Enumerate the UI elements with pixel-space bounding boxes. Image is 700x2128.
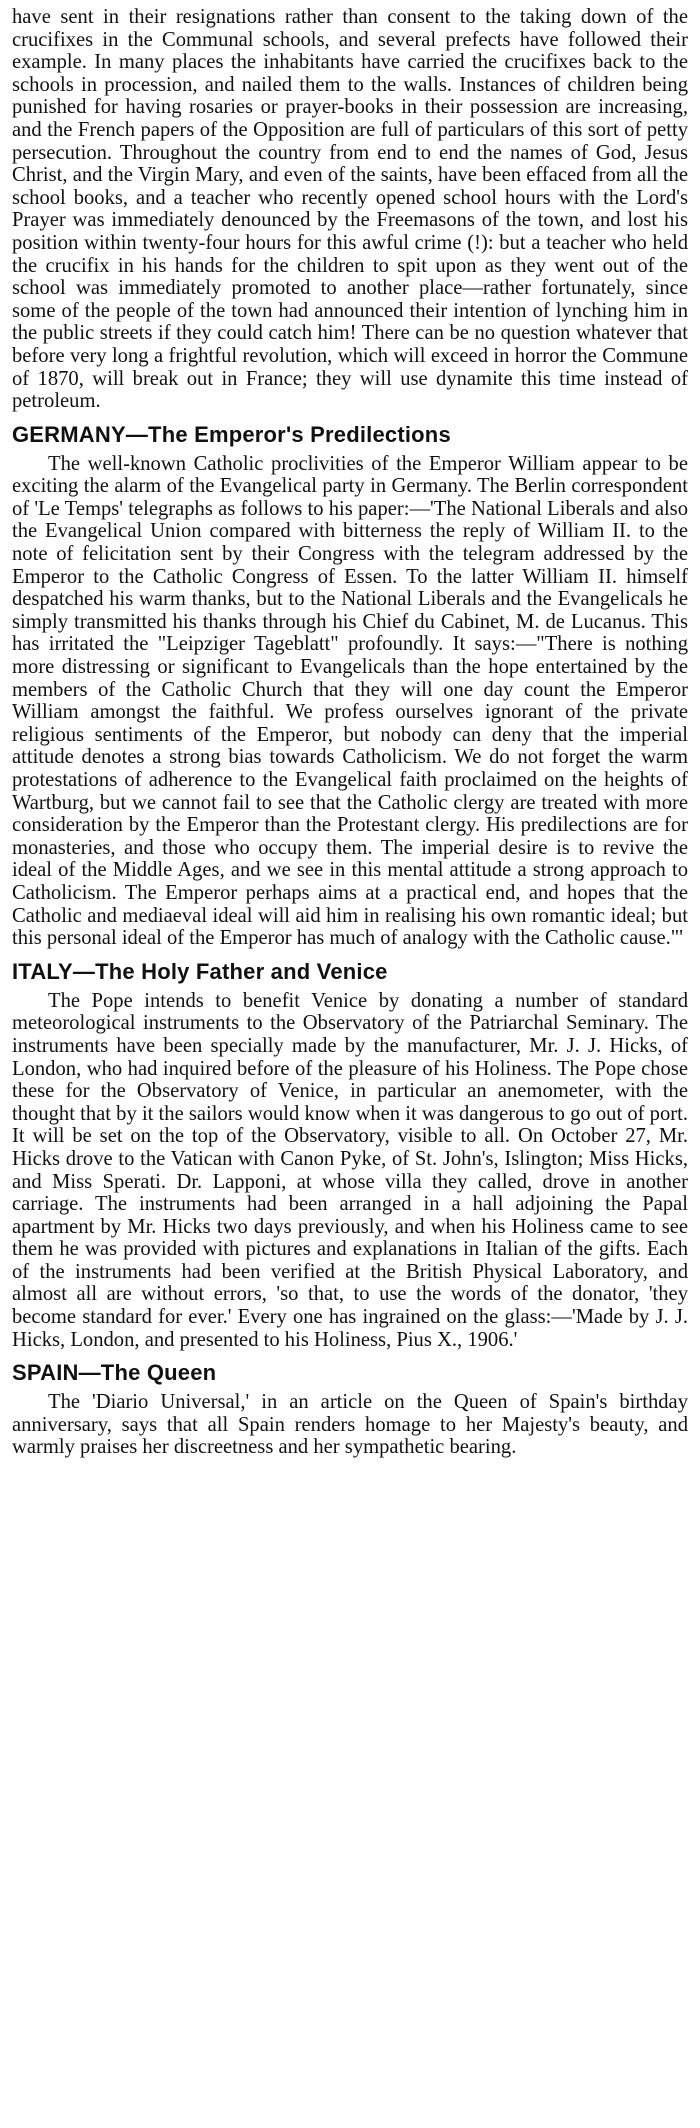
section-heading-germany: GERMANY—The Emperor's Predilections <box>12 421 451 447</box>
france-continuation-section <box>12 6 688 413</box>
article-paragraph: The Pope intends to benefit Venice by donating a number of standard meteorological instruments to the Observatory of the Patriarchal Seminary. The instruments have been specially made by the manufacturer, Mr. J. J. Hicks, of London, who had inquired before of the pleasure of his Holiness. The Pope chose these for the Observatory of Venice, in particular an anemometer, with the thought that by it the sailors would know when it was dangerous to go out of port. It will be set on the top of the Observatory, visible to all. On October 27, Mr. Hicks drove to the Vatican with Canon Pyke, of St. John's, Islington; Miss Hicks, and Miss Sperati. Dr. Lapponi, at whose villa they called, drove in another carriage. The instruments had been arranged in a hall adjoining the Papal apartment by Mr. Hicks two days previously, and when his Holiness came to see them he was provided with pictures and explanations in Italian of the gifts. Each of the instruments had been verified at the British Physical Laboratory, and almost all are without errors, 'so that, to use the words of the donator, 'they become standard for ever.' Every one has ingrained on the glass:—'Made by J. J. Hicks, London, and presented to his Holiness, Pius X., 1906.' <box>12 989 688 1351</box>
germany-section <box>12 423 688 950</box>
article-paragraph: The 'Diario Universal,' in an article on the Queen of Spain's birthday anniversary, says that all Spain renders homage to her Majesty's beauty, and warmly praises her discreetness and her sympathetic bearing. <box>12 1391 688 1459</box>
spain-section <box>12 1361 688 1459</box>
article-paragraph: have sent in their resignations rather than consent to the taking down of the crucifixes in the Communal schools, and several prefects have followed their example. In many places the inhabitants have carried the crucifixes back to the schools in procession, and nailed them to the walls. Instances of children being punished for having rosaries or prayer-books in their possession are increasing, and the French papers of the Opposition are full of particulars of this sort of petty persecution. Throughout the country from end to end the names of God, Jesus Christ, and the Virgin Mary, and even of the saints, have been effaced from all the school books, and a teacher who recently opened school hours with the Lord's Prayer was immediately denounced by the Freemasons of the town, and lost his position within twenty-four hours for this awful crime (!): but a teacher who held the crucifix in his hands for the children to spit upon as they went out of the school was immediately promoted to another place—rather fortunately, since some of the people of the town had announced their intention of lynching him in the public streets if they could catch him! There can be no question whatever that before very long a frightful revolution, which will exceed in horror the Commune of 1870, will break out in France; they will use dynamite this time instead of petroleum. <box>12 6 688 413</box>
section-heading-spain: SPAIN—The Queen <box>12 1360 217 1386</box>
section-heading-italy: ITALY—The Holy Father and Venice <box>12 958 388 984</box>
article-paragraph: The well-known Catholic proclivities of the Emperor William appear to be exciting the alarm of the Evangelical party in Germany. The Berlin correspondent of 'Le Temps' telegraphs as follows to his paper:—'The National Liberals and also the Evangelical Union compared with bitterness the reply of William II. to the note of felicitation sent by their Congress with the telegram addressed by the Emperor to the Catholic Congress of Essen. To the latter William II. himself despatched his warm thanks, but to the National Liberals and the Evangelicals he simply transmitted his thanks through his Chief du Cabinet, M. de Lucanus. This has irritated the "Leipziger Tageblatt" profoundly. It says:—"There is nothing more distressing or significant to Evangelicals than the hope entertained by the members of the Catholic Church that they will one day count the Emperor William amongst the faithful. We profess ourselves ignorant of the private religious sentiments of the Emperor, but nobody can deny that the imperial attitude denotes a strong bias towards Catholicism. We do not forget the warm protestations of adherence to the Evangelical faith proclaimed on the heights of Wartburg, but we cannot fail to see that the Catholic clergy are treated with more consideration by the Emperor than the Protestant clergy. His predilections are for monasteries, and those who occupy them. The imperial desire is to revive the ideal of the Middle Ages, and we see in this mental attitude a strong approach to Catholicism. The Emperor perhaps aims at a practical end, and hopes that the Catholic and mediaeval ideal will aid him in realising his own romantic ideal; but this personal ideal of the Emperor has much of analogy with the Catholic cause."' <box>12 452 688 950</box>
italy-section <box>12 960 688 1352</box>
